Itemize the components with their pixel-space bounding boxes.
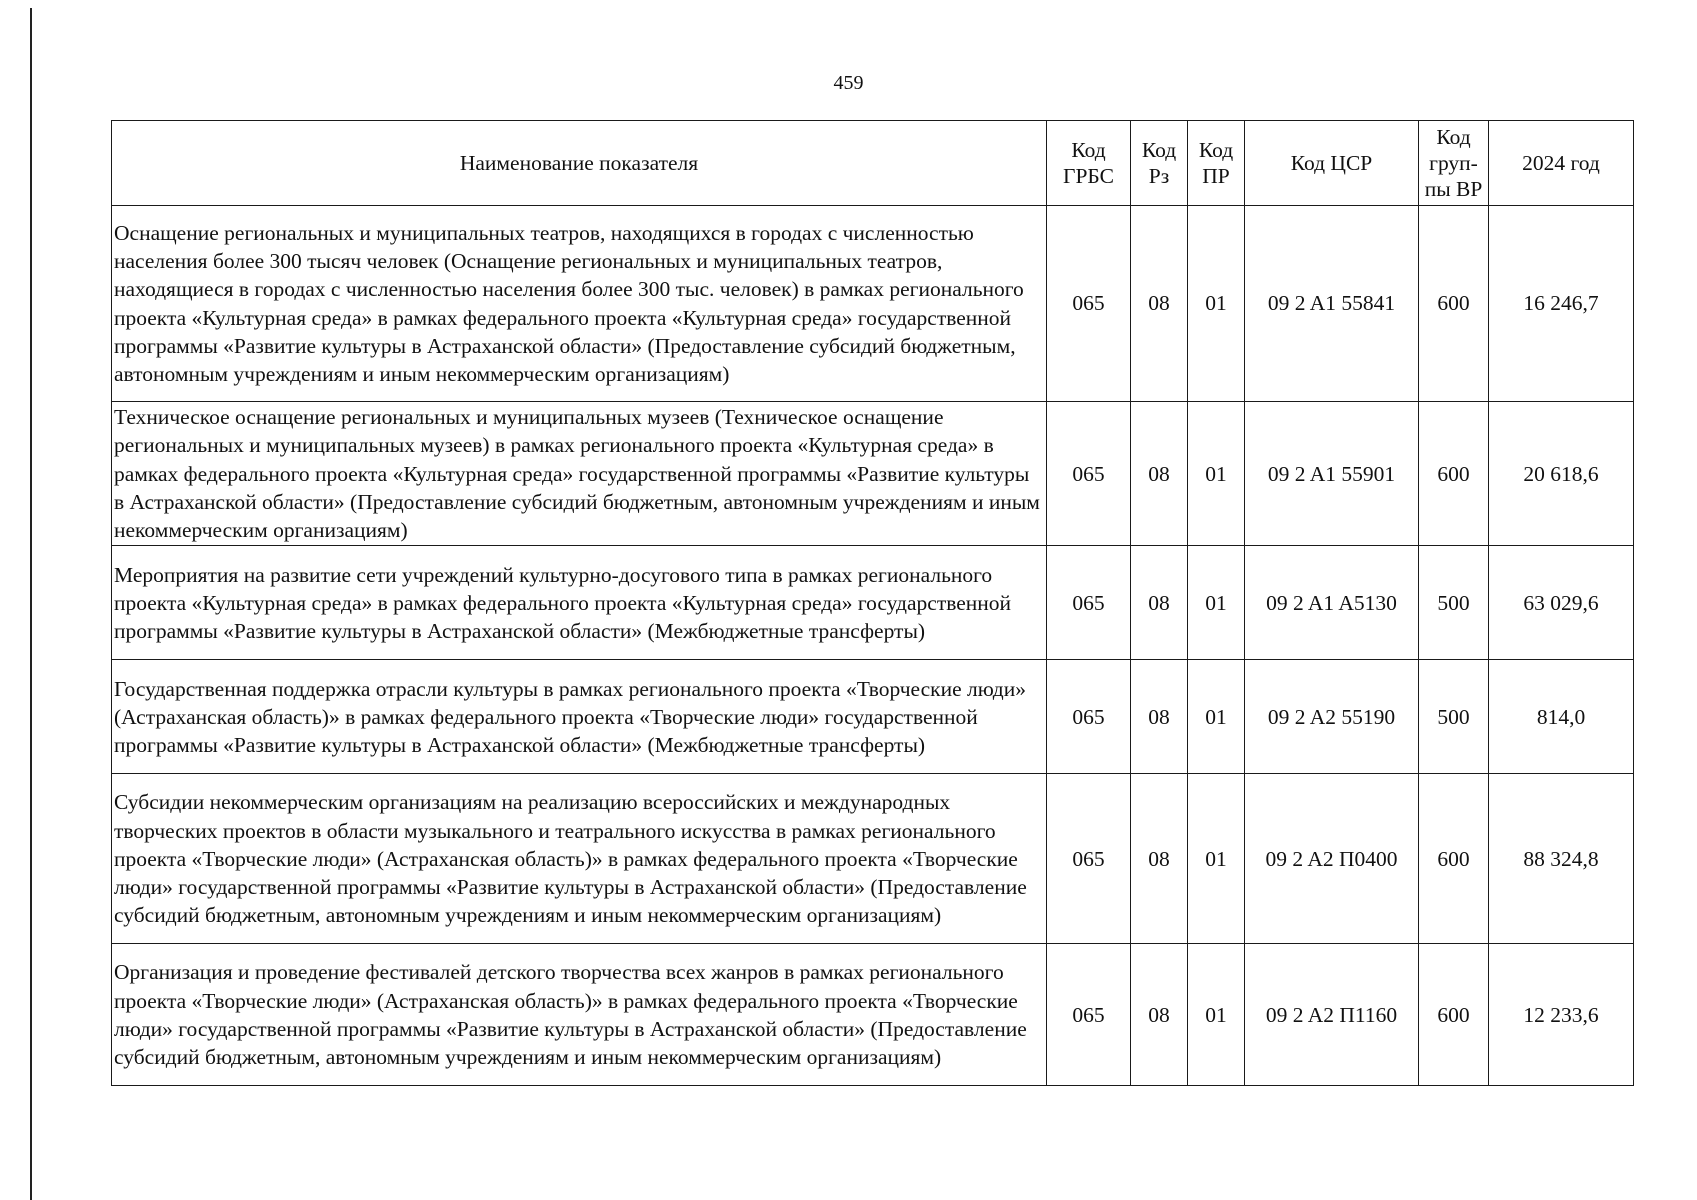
row-pr: 01 [1188, 206, 1245, 402]
table-row [112, 206, 1634, 402]
row-name: Государственная поддержка отрасли культуры в рамках регионального проекта «Творческие люди» (Астраханская область)» в рамках федерального проекта «Творческие люди» государственной программы «Развитие культуры в Астраханской области» (Межбюджетные трансферты) [112, 660, 1047, 774]
row-csr: 09 2 A2 П0400 [1245, 774, 1419, 944]
row-name: Оснащение региональных и муниципальных театров, находящихся в городах с численностью населения более 300 тысяч человек (Оснащение региональных и муниципальных театров, находящиеся в городах с численностью населения более 300 тыс. человек) в рамках регионального проекта «Культурная среда» в рамках федерального проекта «Культурная среда» государственной программы «Развитие культуры в Астраханской области» (Предоставление субсидий бюджетным, автономным учреждениям и иным некоммерческим организациям) [112, 206, 1047, 402]
row-vr: 500 [1419, 546, 1489, 660]
row-amount: 63 029,6 [1489, 546, 1634, 660]
row-vr: 600 [1419, 206, 1489, 402]
row-pr: 01 [1188, 774, 1245, 944]
header-vr: Код груп-пы ВР [1419, 121, 1489, 206]
row-rz: 08 [1131, 774, 1188, 944]
row-csr: 09 2 A1 55901 [1245, 402, 1419, 546]
row-vr: 600 [1419, 774, 1489, 944]
table-row [112, 660, 1634, 774]
row-csr: 09 2 A1 55841 [1245, 206, 1419, 402]
row-amount: 16 246,7 [1489, 206, 1634, 402]
row-grbs: 065 [1047, 660, 1131, 774]
table-row [112, 402, 1634, 546]
row-grbs: 065 [1047, 402, 1131, 546]
row-pr: 01 [1188, 660, 1245, 774]
row-csr: 09 2 A2 П1160 [1245, 944, 1419, 1086]
row-pr: 01 [1188, 546, 1245, 660]
header-csr: Код ЦСР [1245, 121, 1419, 206]
row-grbs: 065 [1047, 774, 1131, 944]
row-vr: 600 [1419, 402, 1489, 546]
table-row [112, 944, 1634, 1086]
row-grbs: 065 [1047, 546, 1131, 660]
page-number: 459 [833, 72, 864, 94]
row-amount: 12 233,6 [1489, 944, 1634, 1086]
row-name: Субсидии некоммерческим организациям на реализацию всероссийских и международных творческих проектов в области музыкального и театрального искусства в рамках регионального проекта «Творческие люди» (Астраханская область)» в рамках федерального проекта «Творческие люди» государственной программы «Развитие культуры в Астраханской области» (Предоставление субсидий бюджетным, автономным учреждениям и иным некоммерческим организациям) [112, 774, 1047, 944]
budget-table [111, 120, 1634, 1086]
header-rz: Код Рз [1131, 121, 1188, 206]
row-grbs: 065 [1047, 944, 1131, 1086]
row-vr: 600 [1419, 944, 1489, 1086]
row-rz: 08 [1131, 402, 1188, 546]
row-grbs: 065 [1047, 206, 1131, 402]
table-row [112, 546, 1634, 660]
row-rz: 08 [1131, 944, 1188, 1086]
row-name: Техническое оснащение региональных и муниципальных музеев (Техническое оснащение региональных и муниципальных музеев) в рамках регионального проекта «Культурная среда» в рамках федерального проекта «Культурная среда» государственной программы «Развитие культуры в Астраханской области» (Предоставление субсидий бюджетным, автономным учреждениям и иным некоммерческим организациям) [112, 402, 1047, 546]
row-name: Мероприятия на развитие сети учреждений культурно-досугового типа в рамках регионального проекта «Культурная среда» в рамках федерального проекта «Культурная среда» государственной программы «Развитие культуры в Астраханской области» (Межбюджетные трансферты) [112, 546, 1047, 660]
row-vr: 500 [1419, 660, 1489, 774]
row-rz: 08 [1131, 660, 1188, 774]
row-amount: 20 618,6 [1489, 402, 1634, 546]
row-amount: 88 324,8 [1489, 774, 1634, 944]
table-row [112, 774, 1634, 944]
header-year: 2024 год [1489, 121, 1634, 206]
header-name: Наименование показателя [112, 121, 1047, 206]
row-name: Организация и проведение фестивалей детского творчества всех жанров в рамках регионального проекта «Творческие люди» (Астраханская область)» в рамках федерального проекта «Творческие люди» государственной программы «Развитие культуры в Астраханской области» (Предоставление субсидий бюджетным, автономным учреждениям и иным некоммерческим организациям) [112, 944, 1047, 1086]
header-grbs: Код ГРБС [1047, 121, 1131, 206]
row-pr: 01 [1188, 402, 1245, 546]
row-rz: 08 [1131, 546, 1188, 660]
row-csr: 09 2 A2 55190 [1245, 660, 1419, 774]
row-amount: 814,0 [1489, 660, 1634, 774]
row-rz: 08 [1131, 206, 1188, 402]
page-margin-line [30, 8, 32, 1200]
row-csr: 09 2 A1 A5130 [1245, 546, 1419, 660]
header-pr: Код ПР [1188, 121, 1245, 206]
row-pr: 01 [1188, 944, 1245, 1086]
header-row [112, 121, 1634, 206]
